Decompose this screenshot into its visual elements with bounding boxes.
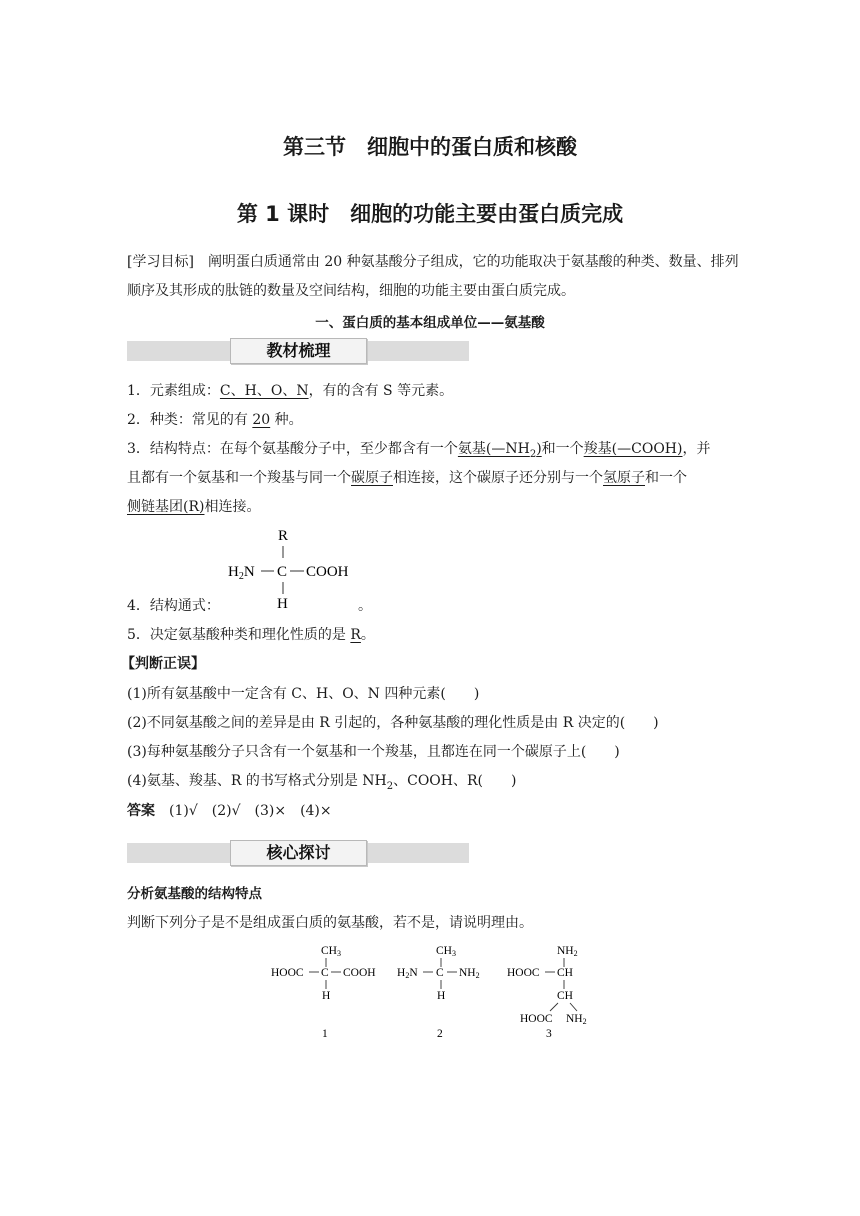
textbook-review-label: 教材梳理 (230, 338, 367, 364)
item3-text-f: 且都有一个氨基和一个羧基与同一个 (127, 470, 351, 486)
item-structure-line3 (127, 496, 260, 518)
judge4-suffix: 、COOH、R( ) (393, 773, 517, 789)
item5-answer: R (350, 627, 361, 643)
learning-objective (127, 248, 739, 306)
item3-text-e: ，并 (682, 441, 711, 457)
item-determinant (127, 624, 375, 646)
formula-h: H (277, 596, 288, 612)
item4-period: 。 (358, 598, 372, 614)
core-discussion-label: 核心探讨 (230, 840, 367, 866)
item-general-formula (127, 595, 220, 617)
section-title: 第三节 细胞中的蛋白质和核酸 (283, 135, 577, 159)
judge-title: 【判断正误】 (121, 656, 205, 672)
m3-number: 3 (546, 1028, 552, 1040)
m1-number: 1 (322, 1028, 328, 1040)
item3-amino-close: ) (536, 441, 542, 457)
molecule-3 (507, 945, 587, 1040)
item3-carbon-answer: 碳原子 (351, 470, 393, 486)
judge-item-4 (127, 770, 516, 798)
judge-item-1: (1)所有氨基酸中一定含有 C、H、O、N 四种元素( ) (127, 686, 480, 702)
objective-label: [学习目标] (127, 254, 194, 270)
judge-item-3: (3)每种氨基酸分子只含有一个氨基和一个羧基，且都连在同一个碳原子上( ) (127, 744, 620, 760)
item1-prefix: 1．元素组成： (127, 383, 220, 399)
molecule-1 (271, 945, 376, 1040)
item-structure-line2 (127, 467, 687, 489)
m3-ch-upper: CH (557, 967, 573, 979)
item3-text-j: 和一个 (645, 470, 687, 486)
item2-suffix: 种。 (270, 412, 303, 428)
m1-bottom: H (322, 990, 331, 1002)
item3-text-a: 3．结构特点：在每个氨基酸分子中，至少都含有一个 (127, 441, 458, 457)
item3-r-group-answer: 侧链基团(R) (127, 499, 205, 515)
item3-text-l: 相连接。 (204, 499, 261, 515)
item3-amino-answer (457, 441, 542, 460)
textbook-review-band (127, 341, 469, 361)
m3-left: HOOC (507, 967, 540, 979)
formula-h2n: $H_2N$ (228, 564, 255, 582)
m1-top: CH3 (321, 945, 341, 958)
item5-prefix: 5．决定氨基酸种类和理化性质的是 (127, 627, 351, 643)
m1-right: COOH (343, 967, 376, 979)
m1-center: C (321, 967, 329, 979)
m2-right: NH2 (459, 967, 480, 980)
objective-text: 阐明蛋白质通常由 20 种氨基酸分子组成，它的功能取决于氨基酸的种类、数量、排列顺序及其形成的肽链的数量及空间结构，细胞的功能主要由蛋白质完成。 (127, 254, 739, 299)
item1-answer: C、H、O、N (219, 383, 309, 399)
answer-line (127, 800, 332, 822)
item-elements (127, 380, 453, 402)
item3-text-h: 相连接，这个碳原子还分别与一个 (393, 470, 603, 486)
item-kinds (127, 409, 303, 431)
item3-amino-sub: 2 (529, 448, 537, 460)
m1-left: HOOC (271, 967, 304, 979)
amino-acid-general-formula (220, 522, 370, 614)
item3-carboxyl-answer: 羧基(—COOH) (583, 441, 683, 457)
item2-answer: 20 (252, 412, 271, 428)
answer-label: 答案 (127, 803, 155, 819)
item3-text-c: 和一个 (541, 441, 584, 457)
m3-bottom-left: HOOC (520, 1013, 553, 1025)
item4-prefix: 4．结构通式： (127, 598, 220, 614)
m2-center: C (436, 967, 444, 979)
core-discussion-band (127, 843, 469, 863)
m2-left: H2N (397, 967, 418, 980)
item5-suffix: 。 (360, 627, 375, 643)
m2-bottom: H (437, 990, 446, 1002)
explore-text: 判断下列分子是不是组成蛋白质的氨基酸，若不是，请说明理由。 (127, 915, 533, 931)
item-structure-line1 (127, 438, 710, 466)
judge-item-2: (2)不同氨基酸之间的差异是由 R 引起的，各种氨基酸的理化性质是由 R 决定的( ) (127, 715, 659, 731)
item3-hydrogen-answer: 氢原子 (603, 470, 645, 486)
item2-prefix: 2．种类：常见的有 (127, 412, 253, 428)
lesson-title: 第 1 课时 细胞的功能主要由蛋白质完成 (236, 202, 624, 226)
molecule-2 (397, 945, 480, 1040)
m3-top: NH2 (557, 945, 578, 958)
judge4-sub: 2 (386, 780, 394, 792)
judge4-prefix: (4)氨基、羧基、R 的书写格式分别是 NH (127, 773, 387, 789)
m2-number: 2 (437, 1028, 443, 1040)
formula-r: R (278, 528, 289, 544)
m2-top: CH3 (436, 945, 456, 958)
item3-amino-text: 氨基(—NH (457, 441, 530, 457)
answer-text: (1)√ (2)√ (3)× (4)× (169, 803, 332, 819)
formula-cooh: COOH (306, 564, 349, 580)
section-heading: 一、蛋白质的基本组成单位——氨基酸 (315, 315, 545, 331)
m3-ch-lower: CH (557, 990, 573, 1002)
molecule-figure (266, 938, 596, 1044)
explore-title: 分析氨基酸的结构特点 (127, 886, 262, 902)
m3-bottom-right: NH2 (566, 1013, 587, 1026)
item1-suffix: ，有的含有 S 等元素。 (308, 383, 454, 399)
formula-c: C (277, 564, 288, 580)
